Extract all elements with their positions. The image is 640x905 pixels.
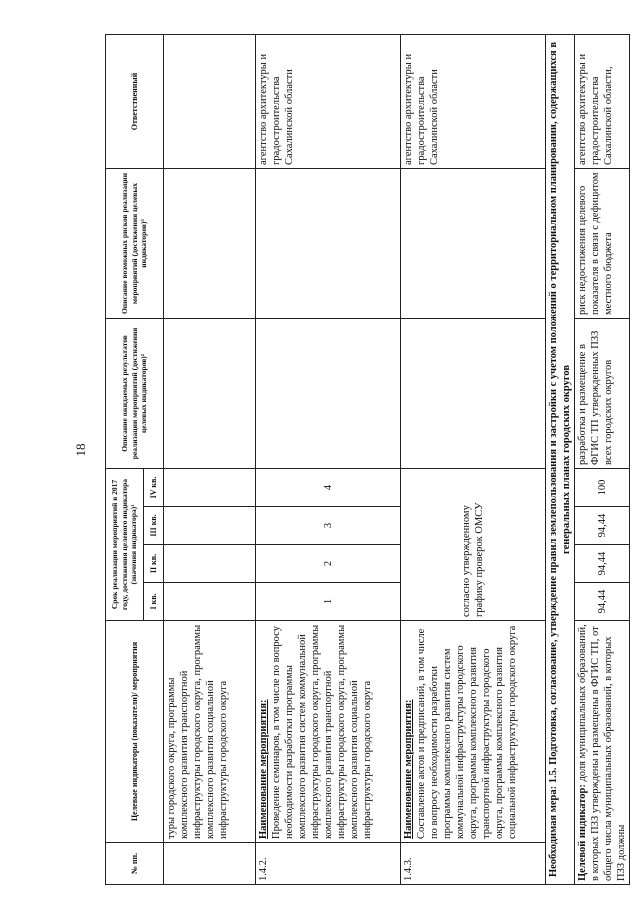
header-risks: Описание возможных рисков реализации мероприятий (достижения целевых индикаторов)³ [106, 168, 164, 318]
row-143-title: Наименование мероприятия: [403, 699, 414, 839]
table-row [546, 34, 575, 884]
row-142-q1: 1 [256, 583, 401, 621]
target-responsible: агентство архитектуры и градостроительства Сахалинской области, [575, 34, 630, 168]
header-timing: Срок реализации мероприятий в 2017 году, достижения целевого индикатора (значения индикатора)¹ [106, 468, 144, 620]
target-q3: 94,44 [575, 507, 630, 545]
row-142-q4: 4 [256, 468, 401, 506]
row-142-q2: 2 [256, 545, 401, 583]
header-q3: III кв. [144, 507, 164, 545]
table-row [575, 34, 630, 884]
target-risks: риск недостижения целевого показателя в связи с дефицитом местного бюджета [575, 168, 630, 318]
header-num: № пп. [106, 843, 164, 885]
page-number: 18 [73, 443, 88, 457]
target-q4: 100 [575, 468, 630, 506]
table-row [256, 34, 401, 884]
table-row [164, 34, 256, 884]
row-143-num: 1.4.3. [401, 843, 546, 885]
row-cont-text: туры городского округа, программы комплексного развития транспортной инфраструктуры городского округа, программы комплексного развития социальной инфраструктуры городского округа [164, 621, 256, 843]
header-results: Описание ожидаемых результатов реализации мероприятий (достижения целевых индикаторов)² [106, 318, 164, 468]
target-label: Целевой индикатор: [577, 784, 588, 881]
row-143-cell [401, 621, 546, 843]
row-143-responsible: агентство архитектуры и градостроительства Сахалинской области [401, 34, 546, 168]
header-q1: I кв. [144, 583, 164, 621]
table-row [401, 34, 546, 884]
row-143-timing: согласно утвержденному графику проверок ОМСУ [401, 468, 546, 620]
target-cell [575, 621, 630, 885]
row-143-text: Составление актов и предписаний, в том числе по вопросу необходимости разработки программы комплексного развития систем коммунальной инфраструктуры городского округа, программы комплексного развития транспортной инфраструктуры городского округа, программы комплексного развития социальной инфраструктуры городского округа [416, 625, 518, 839]
row-142-num: 1.4.2. [256, 843, 401, 885]
row-142-q3: 3 [256, 507, 401, 545]
target-q2: 94,44 [575, 545, 630, 583]
header-indicator: Целевые индикаторы (показатели)/ мероприятия [106, 621, 164, 843]
target-results: разработка и размещение в ФГИС ТП утвержденных ПЗЗ всех городских округов [575, 318, 630, 468]
row-142-cell [256, 621, 401, 843]
rotated-page [105, 35, 627, 885]
header-q4: IV кв. [144, 468, 164, 506]
plan-table [105, 34, 630, 885]
row-142-text: Проведение семинаров, в том числе по вопросу необходимости разработки программы комплексного развития систем коммунальной инфраструктуры городского округа, программы комплексного развития транспортной инфраструктуры городского округа, программы комплексного развития социальной инфраструктуры городского округа [271, 624, 373, 839]
header-responsible: Ответственный [106, 34, 164, 168]
target-q1: 94,44 [575, 583, 630, 621]
row-142-responsible: агентство архитектуры и градостроительства Сахалинской области [256, 34, 401, 168]
target-text: доля муниципальных образований, в которых ПЗЗ утверждены и размещены в ФГИС ТП, от общего числа муниципальных образований, в которых ПЗЗ должны [577, 624, 627, 881]
header-q2: II кв. [144, 545, 164, 583]
measure-heading: Необходимая мера: 1.5. Подготовка, согласование, утверждение правил землепользования и застройки с учетом положений о территориальном планировании, содержащихся в генеральных планах городских округов [546, 34, 575, 884]
row-142-title: Наименование мероприятия: [258, 699, 269, 839]
row-cont-num [164, 843, 256, 885]
